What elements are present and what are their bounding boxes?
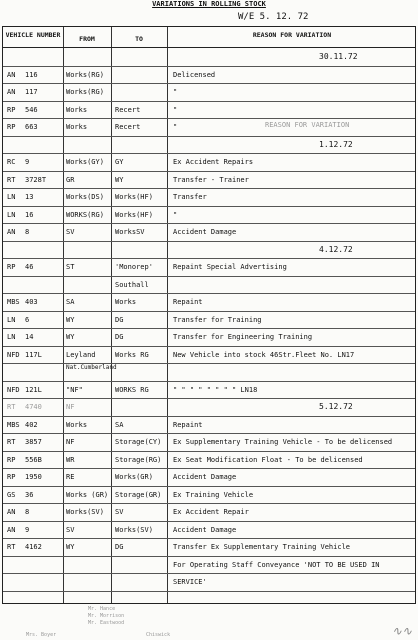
vehicle-number: 6	[25, 315, 30, 324]
to-location: Recert	[115, 123, 141, 131]
to-location: Recert	[115, 105, 141, 114]
reason-text: Transfer Ex Supplementary Training Vehicle	[173, 543, 351, 551]
row-rule	[3, 136, 415, 137]
to-location: WorksSV	[115, 228, 145, 236]
vehicle-number: 117L	[25, 350, 42, 359]
row-rule	[3, 171, 415, 172]
row-rule	[3, 101, 415, 102]
to-location: WY	[115, 175, 124, 184]
vehicle-prefix: AN	[7, 70, 16, 79]
faint-show-through: REASON FOR VARIATION	[265, 121, 350, 129]
vehicle-number: 36	[25, 490, 34, 499]
vehicle-prefix: AN	[7, 525, 16, 534]
vehicle-number: 14	[25, 333, 34, 341]
row-rule	[3, 311, 415, 312]
vehicle-number: 556B	[25, 455, 42, 464]
row-rule	[3, 118, 415, 119]
to-location: DG	[115, 315, 124, 324]
row-rule	[3, 416, 415, 417]
row-rule	[3, 398, 415, 399]
vehicle-number: 8	[25, 508, 30, 516]
row-rule	[3, 153, 415, 154]
reason-text: Repaint	[173, 420, 203, 429]
vehicle-number: 402	[25, 420, 38, 429]
row-rule	[3, 328, 415, 329]
vehicle-number: 1950	[25, 473, 42, 481]
row-rule	[3, 468, 415, 469]
to-location: 'Monorep'	[115, 263, 153, 271]
vehicle-prefix: RT	[7, 403, 16, 411]
to-location: Storage(RG)	[115, 455, 162, 464]
reason-text: "	[173, 123, 178, 131]
vehicle-number: 116	[25, 70, 38, 79]
from-location: WR	[66, 455, 75, 464]
header-from: FROM	[79, 35, 95, 43]
header-vehicle-number: VEHICLE NUMBER	[5, 31, 61, 39]
reason-text: Ex Supplementary Training Vehicle - To be delicensed	[173, 438, 393, 446]
vehicle-number: 9	[25, 525, 30, 534]
page-title: VARIATIONS IN ROLLING STOCK	[152, 0, 266, 8]
reason-text: " " " " " " " " LN18	[173, 385, 258, 394]
reason-text: Accident Damage	[173, 473, 237, 481]
row-rule	[3, 433, 415, 434]
date-heading: 1.12.72	[319, 139, 353, 149]
from-location: ST	[66, 263, 75, 271]
vehicle-number: 117	[25, 88, 38, 96]
reason-text: Transfer for Engineering Training	[173, 333, 313, 341]
vehicle-number: 13	[25, 193, 34, 201]
header-rule	[3, 47, 415, 48]
vehicle-number: 663	[25, 123, 38, 131]
from-location: Works(RG)	[66, 88, 104, 96]
reason-text: Ex Training Vehicle	[173, 490, 254, 499]
to-location: SV	[115, 508, 124, 516]
from-location: "NF"	[66, 385, 83, 394]
vehicle-prefix: RP	[7, 473, 16, 481]
to-location: Storage(GR)	[115, 490, 162, 499]
from-location: GR	[66, 175, 75, 184]
reason-text: Ex Accident Repair	[173, 508, 249, 516]
from-location: Works (GR)	[66, 490, 109, 499]
row-rule	[3, 451, 415, 452]
week-ending: W/E 5. 12. 72	[238, 12, 309, 22]
row-rule	[3, 223, 415, 224]
from-location: SV	[66, 228, 75, 236]
row-rule	[3, 346, 415, 347]
vehicle-prefix: AN	[7, 88, 16, 96]
from-location: Works(DS)	[66, 193, 104, 201]
vehicle-number: 546	[25, 105, 38, 114]
from-location: Leyland	[66, 350, 96, 359]
to-location: Southall	[115, 280, 149, 289]
reason-text: "	[173, 210, 178, 219]
signature-scrawl: ∿∿	[391, 624, 412, 638]
row-rule	[3, 573, 415, 574]
vehicle-prefix: RP	[7, 455, 16, 464]
header-reason: REASON FOR VARIATION	[252, 31, 332, 39]
vehicle-number: 46	[25, 263, 34, 271]
reason-text: Delicensed	[173, 70, 216, 79]
row-rule	[3, 66, 415, 67]
variations-table	[2, 26, 416, 604]
vehicle-prefix: LN	[7, 210, 16, 219]
vehicle-prefix: RT	[7, 543, 16, 551]
reason-text: For Operating Staff Conveyance 'NOT TO BE USED IN	[173, 560, 380, 569]
to-location: GY	[115, 158, 124, 166]
to-location: DG	[115, 543, 124, 551]
from-location: WY	[66, 315, 75, 324]
row-rule	[3, 188, 415, 189]
to-location: Works(SV)	[115, 525, 153, 534]
header-to: TO	[135, 35, 143, 43]
to-location: Works(HF)	[115, 210, 153, 219]
reason-text: Accident Damage	[173, 228, 237, 236]
row-rule	[3, 258, 415, 259]
vehicle-prefix: RT	[7, 175, 16, 184]
reason-text: Ex Accident Repairs	[173, 158, 254, 166]
from-location: WY	[66, 543, 75, 551]
reason-text: Ex Seat Modification Float - To be delicensed	[173, 455, 363, 464]
reason-text: Transfer for Training	[173, 315, 262, 324]
col-divider	[111, 27, 112, 603]
vehicle-prefix: LN	[7, 333, 16, 341]
distribution-line: Mr. Morrison	[88, 613, 125, 619]
to-location: Works(HF)	[115, 193, 153, 201]
vehicle-prefix: RP	[7, 263, 16, 271]
from-location: Works	[66, 123, 88, 131]
vehicle-prefix: AN	[7, 228, 16, 236]
distribution-line: Mr. Hance	[88, 606, 116, 612]
from-location: Works	[66, 105, 88, 114]
date-heading: 4.12.72	[319, 244, 353, 254]
from-location: WORKS(RG)	[66, 210, 104, 219]
vehicle-prefix: RT	[7, 438, 16, 446]
from-location: WY	[66, 333, 75, 341]
vehicle-number: 3857	[25, 438, 42, 446]
vehicle-prefix: GS	[7, 490, 16, 499]
row-rule	[3, 83, 415, 84]
from-location: Works(GY)	[66, 158, 104, 166]
col-divider	[63, 27, 64, 603]
row-rule	[3, 381, 415, 382]
vehicle-number: 8	[25, 228, 30, 236]
from-location: Works	[66, 420, 88, 429]
vehicle-prefix: MBS	[7, 420, 20, 429]
vehicle-prefix: NFD	[7, 350, 20, 359]
to-location: Storage(CY)	[115, 438, 162, 446]
reason-text: Repaint	[173, 298, 203, 306]
reason-text: Transfer - Trainer	[173, 175, 249, 184]
reason-text: Transfer	[173, 193, 207, 201]
vehicle-number: 121L	[25, 385, 42, 394]
vehicle-prefix: MBS	[7, 298, 20, 306]
to-location: WORKS RG	[115, 385, 149, 394]
vehicle-prefix: RP	[7, 123, 16, 131]
row-rule	[3, 503, 415, 504]
date-heading: 30.11.72	[319, 52, 358, 61]
row-rule	[3, 591, 415, 592]
row-rule	[3, 206, 415, 207]
from-location: NF	[66, 403, 75, 411]
vehicle-number: 3728T	[25, 175, 47, 184]
row-rule	[3, 241, 415, 242]
to-location: Works RG	[115, 350, 149, 359]
date-heading: 5.12.72	[319, 402, 353, 411]
to-location: DG	[115, 333, 124, 341]
vehicle-number: 16	[25, 210, 34, 219]
vehicle-number: 9	[25, 158, 30, 166]
row-rule	[3, 556, 415, 557]
reason-text: "	[173, 88, 178, 96]
from-location: Works(SV)	[66, 508, 104, 516]
vehicle-number: 403	[25, 298, 38, 306]
col-divider	[167, 27, 168, 603]
from-location: SV	[66, 525, 75, 534]
reason-text: New Vehicle into stock 46Str.Fleet No. LN17	[173, 350, 355, 359]
reason-text: "	[173, 105, 178, 114]
row-rule	[3, 363, 415, 364]
vehicle-prefix: LN	[7, 193, 16, 201]
to-location: Works(GR)	[115, 473, 153, 481]
from-location: SA	[66, 298, 75, 306]
row-rule	[3, 276, 415, 277]
from-location: Works(RG)	[66, 70, 104, 79]
reason-text: SERVICE'	[173, 578, 207, 586]
vehicle-prefix: LN	[7, 315, 16, 324]
from-location: RE	[66, 473, 75, 481]
row-rule	[3, 521, 415, 522]
vehicle-prefix: AN	[7, 508, 16, 516]
vehicle-prefix: NFD	[7, 385, 20, 394]
from-location: NF	[66, 438, 75, 446]
footer-faint-text: Chiswick	[146, 632, 171, 638]
distribution-line: Mr. Eastwood	[88, 620, 125, 626]
row-rule	[3, 486, 415, 487]
row-rule	[3, 538, 415, 539]
reason-text: Accident Damage	[173, 525, 237, 534]
to-location: SA	[115, 420, 124, 429]
to-location: Works	[115, 298, 137, 306]
vehicle-prefix: RP	[7, 105, 16, 114]
vehicle-number: 4162	[25, 543, 42, 551]
footer-faint-text: Mrs. Boyer	[26, 632, 57, 638]
from-location: Nat.Cumberland	[66, 364, 117, 371]
vehicle-prefix: RC	[7, 158, 16, 166]
reason-text: Repaint Special Advertising	[173, 263, 287, 271]
row-rule	[3, 293, 415, 294]
vehicle-number: 4740	[25, 403, 42, 411]
